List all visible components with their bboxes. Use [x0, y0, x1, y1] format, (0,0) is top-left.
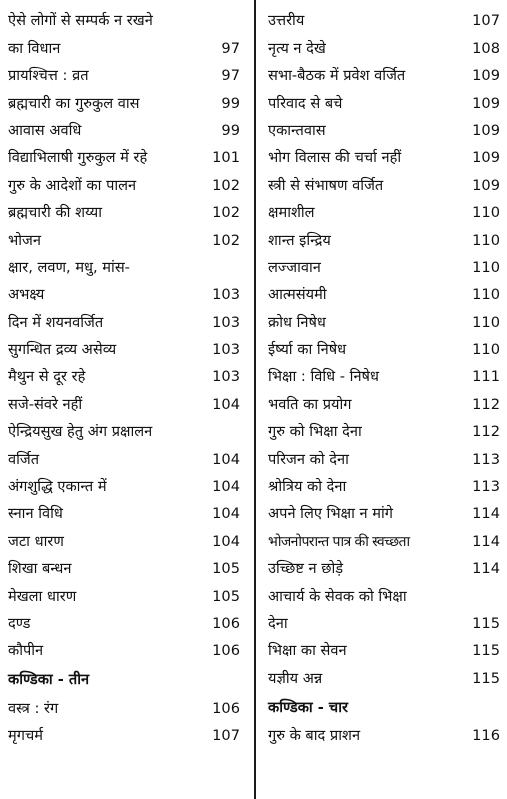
- index-entry: [268, 86, 500, 113]
- entry-title: सुगन्धित द्रव्य असेव्य: [8, 341, 117, 359]
- page-number: 113: [472, 478, 500, 496]
- index-entry: [268, 31, 500, 58]
- index-entry: [268, 634, 500, 661]
- page-number: 111: [472, 368, 500, 386]
- page-number: 110: [472, 231, 500, 249]
- entry-title: स्त्री से संभाषण वर्जित: [268, 176, 384, 194]
- index-entry: [8, 59, 240, 86]
- index-entry: [268, 141, 500, 168]
- index-entry: [8, 691, 240, 718]
- page-number: 112: [472, 423, 500, 441]
- index-entry: [8, 114, 240, 141]
- entry-title-line: क्षार, लवण, मधु, मांस-: [8, 258, 130, 276]
- entry-title: उच्छिष्ट न छोड़े: [268, 560, 344, 578]
- page-number: 107: [212, 727, 240, 745]
- page-number: 109: [472, 176, 500, 194]
- page-number: 110: [472, 341, 500, 359]
- index-entry: [8, 360, 240, 387]
- entry-title-line: आचार्य के सेवक को भिक्षा: [268, 587, 407, 605]
- entry-title: गुरु को भिक्षा देना: [268, 423, 362, 441]
- page-number: 104: [212, 505, 240, 523]
- page-number: 104: [212, 478, 240, 496]
- entry-title: मृगचर्म: [8, 727, 43, 745]
- entry-title: यज्ञीय अन्न: [268, 669, 323, 687]
- right-index-column: [268, 4, 500, 746]
- entry-title: कौपीन: [8, 642, 44, 660]
- entry-title: स्नान विधि: [8, 505, 63, 523]
- index-entry: [268, 415, 500, 442]
- page-number: 105: [212, 587, 240, 605]
- entry-title: परिवाद से बचे: [268, 94, 343, 112]
- entry-title: दिन में शयनवर्जित: [8, 313, 104, 331]
- entry-title: गुरु के बाद प्राशन: [268, 727, 361, 745]
- page-number: 109: [472, 149, 500, 167]
- index-entry: [268, 442, 500, 469]
- index-entry: [8, 579, 240, 606]
- page-number: 109: [472, 94, 500, 112]
- entry-title: वस्त्र : रंग: [8, 699, 59, 717]
- entry-title: उत्तरीय: [268, 12, 305, 30]
- entry-title: भोजन: [8, 231, 41, 249]
- index-entry: [8, 552, 240, 579]
- entry-title-line: ऐन्द्रियसुख हेतु अंग प्रक्षालन: [8, 423, 153, 441]
- index-entry: [268, 387, 500, 414]
- page-number: 112: [472, 395, 500, 413]
- index-entry: [8, 634, 240, 661]
- page-number: 101: [212, 149, 240, 167]
- index-entry: [268, 552, 500, 579]
- index-entry: [8, 497, 240, 524]
- index-entry: [268, 59, 500, 86]
- index-entry: [8, 251, 240, 306]
- entry-title: अंगशुद्धि एकान्त में: [8, 478, 107, 496]
- page-number: 110: [472, 204, 500, 222]
- index-entry: [268, 196, 500, 223]
- entry-title: भिक्षा का सेवन: [268, 642, 347, 660]
- index-entry: [268, 305, 500, 332]
- index-entry: [268, 524, 500, 551]
- page-number: 102: [212, 231, 240, 249]
- entry-title: भवति का प्रयोग: [268, 395, 352, 413]
- page-number: 102: [212, 204, 240, 222]
- entry-title: ईर्ष्या का निषेध: [268, 341, 347, 359]
- entry-title: परिजन को देना: [268, 450, 349, 468]
- entry-title: भोग विलास की चर्चा नहीं: [268, 149, 402, 167]
- page-number: 104: [212, 395, 240, 413]
- page-number: 114: [472, 505, 500, 523]
- left-index-column: [8, 4, 240, 746]
- index-entry: [268, 278, 500, 305]
- entry-title: नृत्य न देखे: [268, 39, 326, 57]
- page-number: 110: [472, 313, 500, 331]
- index-entry: [8, 387, 240, 414]
- page-number: 99: [221, 94, 240, 112]
- index-entry: [268, 579, 500, 634]
- index-entry: [8, 607, 240, 634]
- page-number: 104: [212, 532, 240, 550]
- column-divider: [254, 0, 256, 799]
- index-entry: [268, 497, 500, 524]
- entry-title: क्षमाशील: [268, 204, 315, 222]
- index-entry: [268, 360, 500, 387]
- index-entry: [8, 196, 240, 223]
- index-entry: [8, 141, 240, 168]
- entry-title: गुरु के आदेशों का पालन: [8, 176, 137, 194]
- index-entry: [268, 719, 500, 746]
- entry-title: ब्रह्मचारी की शय्या: [8, 204, 103, 222]
- index-entry: [268, 168, 500, 195]
- page-number: 106: [212, 642, 240, 660]
- page-number: 106: [212, 699, 240, 717]
- page-number: 114: [472, 560, 500, 578]
- entry-title-line: वर्जित: [8, 450, 40, 468]
- section-heading: कण्डिका - चार: [268, 698, 348, 716]
- entry-title: ब्रह्मचारी का गुरुकुल वास: [8, 94, 140, 112]
- page-number: 109: [472, 121, 500, 139]
- index-entry: [8, 719, 240, 746]
- page-number: 107: [472, 12, 500, 30]
- index-entry: [8, 86, 240, 113]
- entry-title: मैथुन से दूर रहे: [8, 368, 86, 386]
- entry-title: आवास अवधि: [8, 121, 82, 139]
- index-entry: [8, 223, 240, 250]
- page-number: 99: [221, 121, 240, 139]
- page-number: 103: [212, 368, 240, 386]
- page-number: 104: [212, 450, 240, 468]
- entry-title: सभा-बैठक में प्रवेश वर्जित: [268, 67, 406, 85]
- entry-title: आत्मसंयमी: [268, 286, 327, 304]
- page-number: 109: [472, 67, 500, 85]
- entry-title: प्रायश्चित्त : व्रत: [8, 67, 89, 85]
- index-entry: [268, 4, 500, 31]
- page-number: 103: [212, 313, 240, 331]
- entry-title: मेखला धारण: [8, 587, 77, 605]
- index-entry: [8, 305, 240, 332]
- entry-title: सजे-संवरे नहीं: [8, 395, 83, 413]
- index-entry: [8, 524, 240, 551]
- page-number: 116: [472, 727, 500, 745]
- page-number: 97: [221, 39, 240, 57]
- entry-title-line: अभक्ष्य: [8, 286, 45, 304]
- page-number: 105: [212, 560, 240, 578]
- entry-title: भिक्षा : विधि - निषेध: [268, 368, 379, 386]
- entry-title: एकान्तवास: [268, 121, 326, 139]
- page-number: 110: [472, 258, 500, 276]
- entry-title: अपने लिए भिक्षा न मांगे: [268, 505, 393, 523]
- page-number: 102: [212, 176, 240, 194]
- page-number: 103: [212, 286, 240, 304]
- index-entry: [8, 415, 240, 470]
- page-number: 115: [472, 614, 500, 632]
- entry-title-line: ऐसे लोगों से सम्पर्क न रखने: [8, 12, 153, 30]
- entry-title: शान्त इन्द्रिय: [268, 231, 331, 249]
- index-entry: [8, 470, 240, 497]
- page-number: 115: [472, 642, 500, 660]
- index-entry: [8, 4, 240, 59]
- entry-title: शिखा बन्धन: [8, 560, 72, 578]
- index-entry: [268, 223, 500, 250]
- entry-title: विद्याभिलाषी गुरुकुल में रहे: [8, 149, 148, 167]
- entry-title: दण्ड: [8, 614, 31, 632]
- section-heading: कण्डिका - तीन: [8, 671, 90, 689]
- entry-title-line: का विधान: [8, 39, 61, 57]
- entry-title-line: देना: [268, 614, 288, 632]
- index-entry: [8, 333, 240, 360]
- entry-title: लज्जावान: [268, 258, 321, 276]
- index-entry: [268, 333, 500, 360]
- entry-title: जटा धारण: [8, 532, 64, 550]
- page-number: 114: [472, 532, 500, 550]
- page-number: 108: [472, 39, 500, 57]
- index-entry: [268, 114, 500, 141]
- page-number: 115: [472, 669, 500, 687]
- page-number: 113: [472, 450, 500, 468]
- page-number: 97: [221, 67, 240, 85]
- index-entry: [8, 168, 240, 195]
- index-entry: [268, 661, 500, 688]
- page-number: 110: [472, 286, 500, 304]
- entry-title: भोजनोपरान्त पात्र की स्वच्छता: [268, 533, 410, 550]
- index-entry: [268, 470, 500, 497]
- entry-title: श्रोत्रिय को देना: [268, 478, 347, 496]
- page-number: 106: [212, 614, 240, 632]
- page-number: 103: [212, 341, 240, 359]
- entry-title: क्रोध निषेध: [268, 313, 326, 331]
- index-entry: [268, 251, 500, 278]
